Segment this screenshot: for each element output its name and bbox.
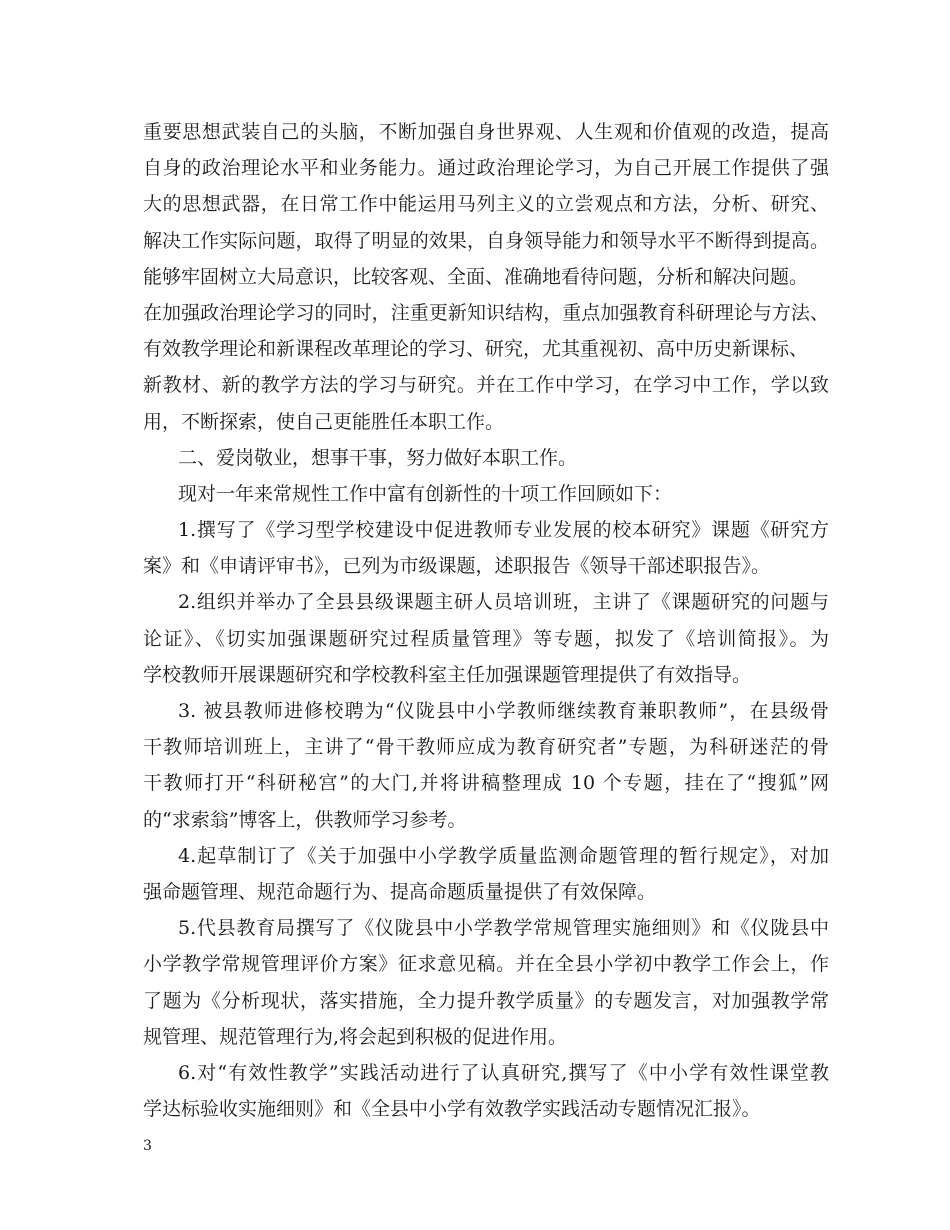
page-number: 3	[143, 1138, 152, 1154]
list-item-line: 4.起草制订了《关于加强中小学教学质量监测命题管理的暂行规定》，对加	[178, 844, 829, 867]
text-line: 大的思想武器，在日常工作中能运用马列主义的立尝观点和方法，分析、研究、	[143, 193, 829, 216]
text-line: 有效教学理论和新课程改革理论的学习、研究，尤其重视初、高中历史新课标、	[143, 338, 809, 361]
list-item-line: 干教师打开“科研秘宫”的大门,并将讲稿整理成 10 个专题，挂在了“搜狐”网	[143, 772, 829, 795]
list-item-line: 的“求索翁”博客上，供教师学习参考。	[143, 808, 467, 831]
list-item-line: 学达标验收实施细则》和《全县中小学有效教学实践活动专题情况汇报》。	[143, 1098, 761, 1121]
list-item-line: 强命题管理、规范命题行为、提高命题质量提供了有效保障。	[143, 880, 657, 903]
list-item-line: 了题为《分析现状，落实措施，全力提升教学质量》的专题发言，对加强教学常	[143, 989, 829, 1012]
text-line: 现对一年来常规性工作中富有创新性的十项工作回顾如下：	[178, 482, 673, 505]
list-item-line: 3. 被县教师进修校聘为“仪陇县中小学教师继续教育兼职教师”，在县级骨	[178, 700, 829, 722]
text-line: 重要思想武装自己的头脑，不断加强自身世界观、人生观和价值观的改造，提高	[143, 121, 829, 143]
section-heading: 二、爱岗敬业，想事干事，努力做好本职工作。	[178, 446, 578, 469]
text-line: 新教材、新的教学方法的学习与研究。并在工作中学习，在学习中工作，学以致	[143, 374, 829, 397]
text-line: 用，不断探索，使自己更能胜任本职工作。	[143, 410, 505, 433]
text-line: 能够牢固树立大局意识，比较客观、全面、准确地看待问题，分析和解决问题。	[143, 265, 809, 288]
body-text	[143, 114, 829, 1127]
list-item-line: 5.代县教育局撰写了《仪陇县中小学教学常规管理实施细则》和《仪陇县中	[178, 917, 829, 940]
list-item-line: 2.组织并举办了全县县级课题主研人员培训班，主讲了《课题研究的问题与	[178, 591, 829, 614]
list-item-line: 小学教学常规管理评价方案》征求意见稿。并在全县小学初中教学工作会上，作	[143, 953, 829, 976]
text-line: 解决工作实际问题，取得了明显的效果，自身领导能力和领导水平不断得到提高。	[143, 229, 829, 252]
list-item-line: 6.对“有效性教学”实践活动进行了认真研究,撰写了《中小学有效性课堂教	[178, 1061, 829, 1084]
list-item-line: 1.撰写了《学习型学校建设中促进教师专业发展的校本研究》课题《研究方	[178, 519, 829, 542]
list-item-line: 案》和《申请评审书》，已列为市级课题，述职报告《领导干部述职报告》。	[143, 555, 771, 578]
list-item-line: 干教师培训班上，主讲了“骨干教师应成为教育研究者”专题，为科研迷茫的骨	[143, 736, 829, 759]
text-line: 在加强政治理论学习的同时，注重更新知识结构，重点加强教育科研理论与方法、	[143, 301, 829, 324]
list-item-line: 规管理、规范管理行为,将会起到积极的促进作用。	[143, 1025, 568, 1048]
list-item-line: 论证》、《切实加强课题研究过程质量管理》等专题，拟发了《培训简报》。为	[143, 627, 829, 650]
list-item-line: 学校教师开展课题研究和学校教科室主任加强课题管理提供了有效指导。	[143, 663, 752, 686]
text-line: 自身的政治理论水平和业务能力。通过政治理论学习，为自己开展工作提供了强	[143, 157, 829, 180]
